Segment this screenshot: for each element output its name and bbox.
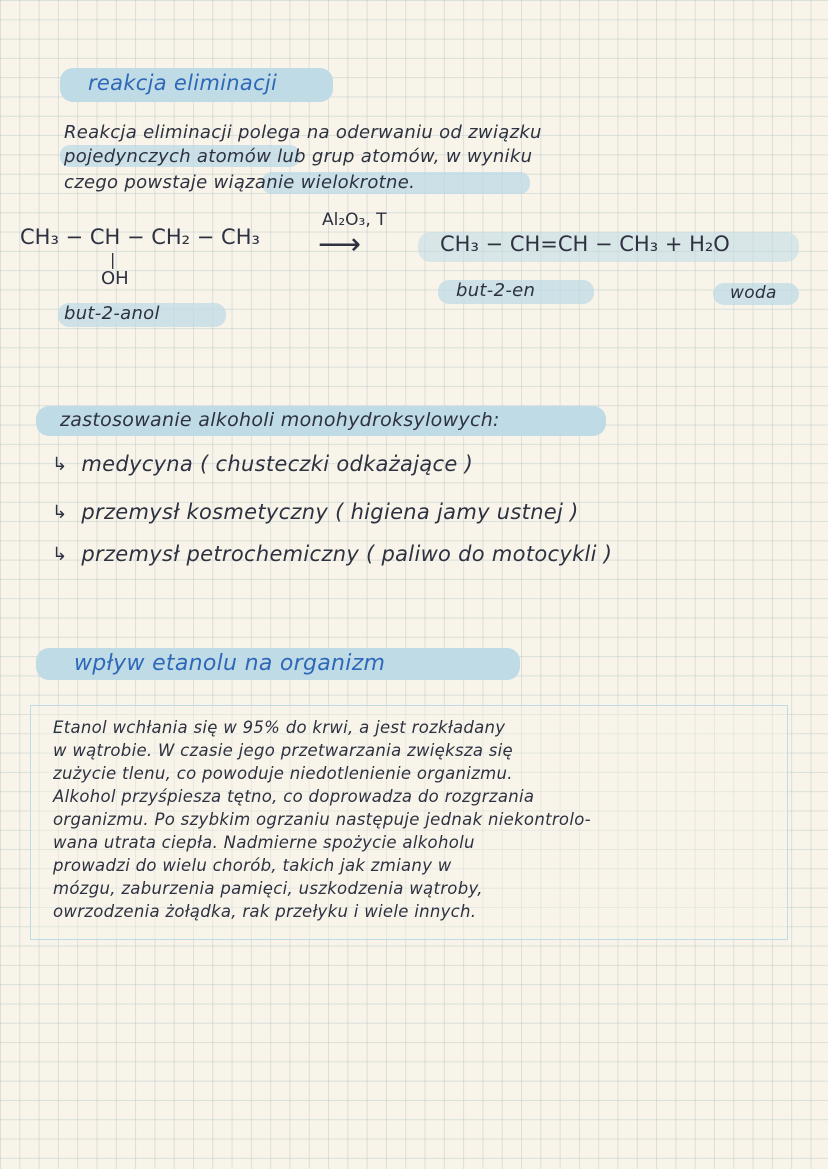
section-heading-elimination: reakcja eliminacji bbox=[88, 71, 278, 95]
paragraph-line: organizmu. Po szybkim ogrzaniu następuje jednak niekontrolo- bbox=[53, 810, 591, 829]
use-item-text: przemysł petrochemiczny ( paliwo do motocykli ) bbox=[81, 542, 613, 566]
water-name: woda bbox=[730, 283, 777, 303]
paragraph-line: zużycie tlenu, co powoduje niedotlenienie organizmu. bbox=[53, 764, 513, 783]
description-line: pojedynczych atomów lub grup atomów, w wyniku bbox=[64, 146, 533, 167]
section-heading-uses: zastosowanie alkoholi monohydroksylowych: bbox=[60, 409, 500, 431]
reactant-hydroxyl: OH bbox=[101, 268, 129, 289]
reactant-bond-line: | bbox=[110, 250, 116, 269]
description-line: czego powstaje wiązanie wielokrotne. bbox=[64, 172, 416, 193]
section-heading-ethanol: wpływ etanolu na organizm bbox=[74, 651, 386, 676]
use-item-medicine bbox=[52, 452, 473, 476]
paragraph-line: owrzodzenia żołądka, rak przełyku i wiele innych. bbox=[53, 902, 477, 921]
reaction-condition: Al₂O₃, T bbox=[322, 210, 387, 230]
reactant-formula: CH₃ − CH − CH₂ − CH₃ bbox=[20, 225, 260, 249]
use-item-cosmetics bbox=[52, 500, 579, 524]
paragraph-line: Alkohol przyśpiesza tętno, co doprowadza do rozgrzania bbox=[53, 787, 535, 806]
reaction-arrow-icon: ⟶ bbox=[318, 227, 362, 262]
use-item-petrochemical bbox=[52, 542, 612, 566]
hook-arrow-icon: ↳ bbox=[52, 543, 68, 565]
reactant-name: but-2-anol bbox=[64, 303, 160, 324]
use-item-text: medycyna ( chusteczki odkażające ) bbox=[81, 452, 474, 476]
product-name: but-2-en bbox=[456, 280, 536, 301]
paragraph-line: prowadzi do wielu chorób, takich jak zmiany w bbox=[53, 856, 452, 875]
hook-arrow-icon: ↳ bbox=[52, 453, 68, 475]
paragraph-line: wana utrata ciepła. Nadmierne spożycie alkoholu bbox=[53, 833, 475, 852]
product-formula: CH₃ − CH=CH − CH₃ + H₂O bbox=[440, 232, 730, 256]
paragraph-line: Etanol wchłania się w 95% do krwi, a jest rozkładany bbox=[53, 718, 506, 737]
paragraph-line: mózgu, zaburzenia pamięci, uszkodzenia wątroby, bbox=[53, 879, 483, 898]
use-item-text: przemysł kosmetyczny ( higiena jamy ustnej ) bbox=[81, 500, 579, 524]
hook-arrow-icon: ↳ bbox=[52, 501, 68, 523]
description-line: Reakcja eliminacji polega na oderwaniu od związku bbox=[64, 122, 542, 143]
paragraph-line: w wątrobie. W czasie jego przetwarzania zwiększa się bbox=[53, 741, 514, 760]
paragraph-box bbox=[30, 705, 788, 940]
